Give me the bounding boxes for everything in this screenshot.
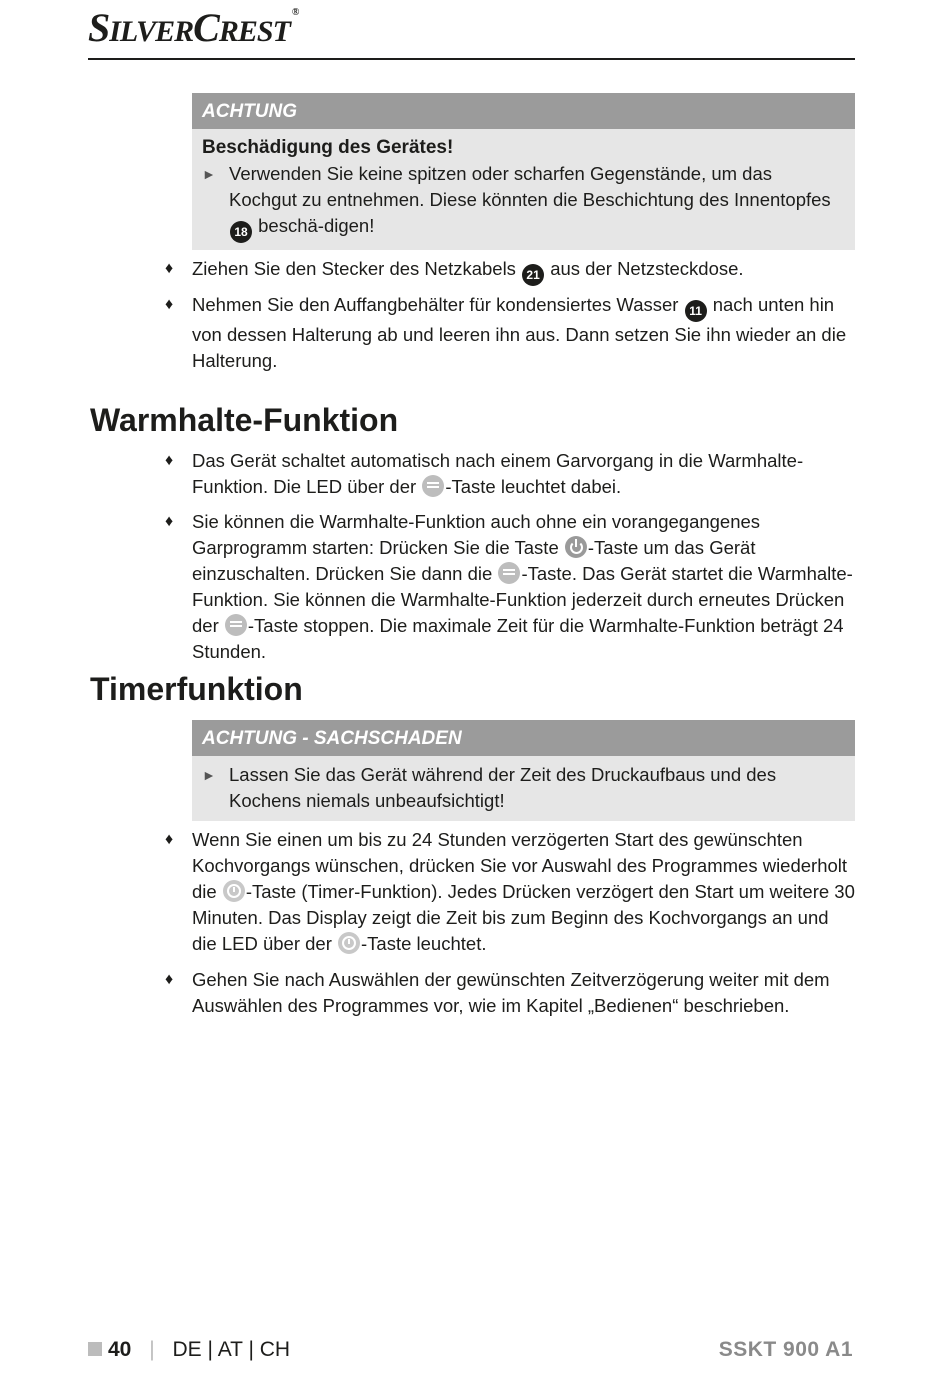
arrow-icon: ► (202, 767, 216, 783)
bullet-icon: ♦ (165, 260, 174, 277)
warning-item: ► Lassen Sie das Gerät während der Zeit des Druckaufbaus und des Kochens niemals unbeaufsichtigt! (202, 764, 777, 811)
divider: | (248, 1338, 254, 1361)
warning-box-damage (192, 93, 855, 250)
language-label: CH (259, 1338, 291, 1361)
model-number: SSKT 900 A1 (718, 1338, 853, 1361)
keep-warm-icon (225, 614, 247, 636)
part-number-badge: 18 (230, 221, 252, 243)
divider: | (149, 1338, 155, 1361)
language-label: DE (172, 1338, 202, 1361)
warning-box-property (192, 720, 855, 821)
timer-icon (338, 932, 360, 954)
bullet-icon: ♦ (165, 831, 174, 848)
language-label: AT (217, 1338, 243, 1361)
divider: | (207, 1338, 214, 1361)
part-number-badge: 11 (685, 300, 707, 322)
square-icon (88, 1342, 102, 1356)
warning-subtitle: Beschädigung des Gerätes! (202, 137, 454, 158)
bullet-icon: ♦ (165, 513, 174, 530)
list-item: ♦ Sie können die Warmhalte-Funktion auch ohne ein vorangegangenes Garprogramm starten: Drücken Sie die Taste -Taste um das Gerät einzuschalten. Drücken Sie dann die -Taste. Das Gerät startet die Warmhalte-Funktion. Sie können die Warmhalte-Funktion jederzeit durch erneutes Drücken der -Taste stoppen. Die maximale Zeit für die Warmhalte-Funktion beträgt 24 Stunden. (165, 511, 853, 662)
list-item: ♦ Das Gerät schaltet automatisch nach einem Garvorgang in die Warmhalte-Funktion. Die LED über der -Taste leuchtet dabei. (165, 450, 804, 497)
part-number-badge: 21 (522, 264, 544, 286)
list-item: ♦ Nehmen Sie den Auffangbehälter für kondensiertes Wasser 11 nach unten hin von dessen Halterung ab und leeren ihn aus. Dann setzen Sie ihn wieder an die Halterung. (165, 294, 847, 371)
power-icon (565, 536, 587, 558)
bullet-icon: ♦ (165, 452, 174, 469)
warning-title: ACHTUNG (192, 93, 855, 129)
warning-title: ACHTUNG - SACHSCHADEN (192, 720, 855, 756)
section-heading-warm: Warmhalte-Funktion (90, 402, 399, 438)
brand-logo: SILVERCREST® (88, 5, 299, 50)
keep-warm-icon (498, 562, 520, 584)
page-footer (88, 1334, 855, 1366)
arrow-icon: ► (202, 166, 216, 182)
list-item: ♦ Ziehen Sie den Stecker des Netzkabels 21 aus der Netzsteckdose. (165, 256, 855, 286)
section-heading-timer: Timerfunktion (90, 671, 303, 707)
keep-warm-icon (422, 475, 444, 497)
list-item: ♦ Wenn Sie einen um bis zu 24 Stunden verzögerten Start des gewünschten Kochvorgangs wünschen, drücken Sie vor Auswahl des Programmes wiederholt die -Taste (Timer-Funktion). Jedes Drücken verzögert den Start um weitere 30 Minuten. Das Display zeigt die Zeit bis zum Beginn des Kochvorgangs an und die LED über der -Taste leuchtet. (165, 829, 855, 954)
warning-item: ► Verwenden Sie keine spitzen oder scharfen Gegenstände, um das Kochgut zu entnehmen. Diese könnten die Beschichtung des Innentopfes 18 beschä-digen! (192, 161, 855, 249)
header-rule (88, 58, 855, 60)
page-number: 40 (108, 1338, 132, 1361)
list-item: ♦ Gehen Sie nach Auswählen der gewünschten Zeitverzögerung weiter mit dem Auswählen des Programmes vor, wie im Kapitel „Bedienen“ beschrieben. (165, 969, 830, 1016)
bullet-icon: ♦ (165, 296, 174, 313)
timer-icon (223, 880, 245, 902)
bullet-icon: ♦ (165, 971, 174, 988)
